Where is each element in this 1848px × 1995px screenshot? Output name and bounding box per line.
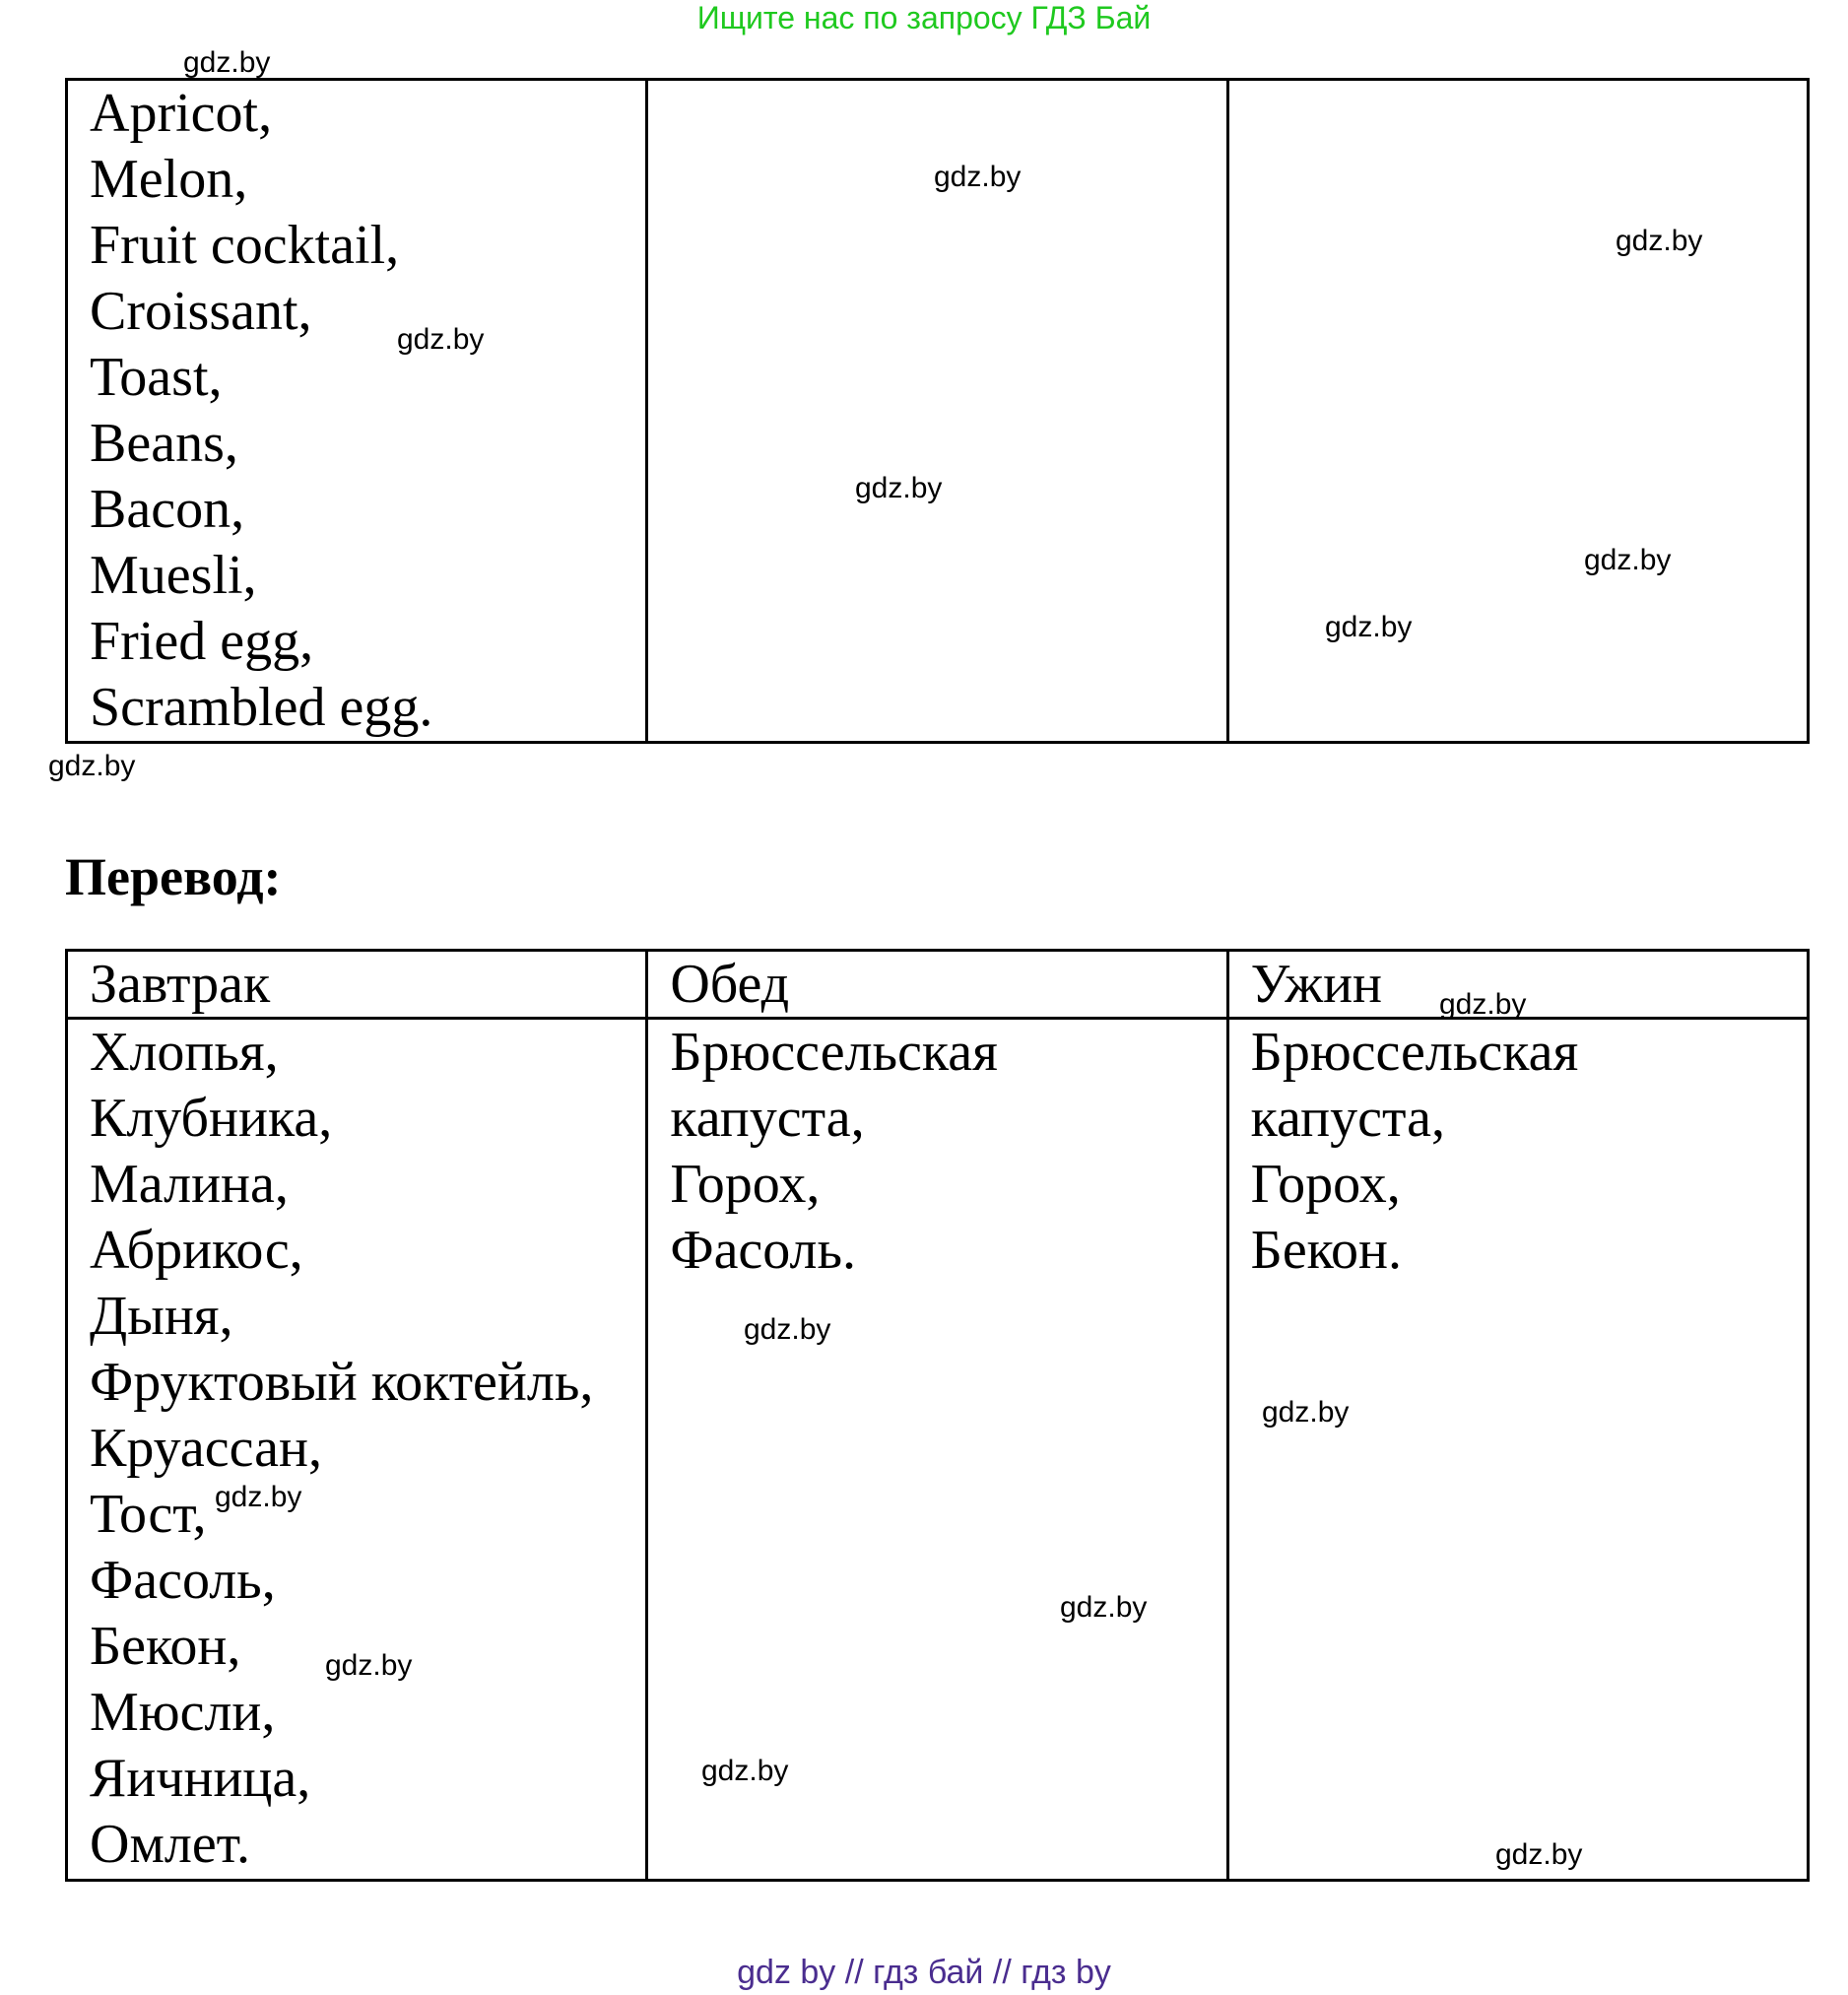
watermark: gdz.by bbox=[744, 1313, 831, 1346]
list-item: Круассан, bbox=[90, 1418, 322, 1479]
column-header-dinner: Ужин bbox=[1227, 951, 1808, 1019]
watermark: gdz.by bbox=[934, 161, 1022, 193]
list-item: Мюсли, bbox=[90, 1682, 276, 1743]
list-item: Малина, bbox=[90, 1154, 289, 1215]
list-item: Beans, bbox=[90, 413, 238, 474]
list-item: Toast, bbox=[90, 347, 223, 408]
list-item: Фасоль. bbox=[670, 1220, 857, 1281]
watermark: gdz.by bbox=[397, 323, 485, 356]
watermark: gdz.by bbox=[701, 1755, 789, 1787]
table-header-row bbox=[67, 951, 1809, 1019]
list-item: Фруктовый коктейль, bbox=[90, 1352, 594, 1413]
watermark: gdz.by bbox=[325, 1649, 413, 1682]
list-item: Брюссельская bbox=[670, 1022, 998, 1083]
list-item: Хлопья, bbox=[90, 1022, 279, 1083]
watermark: gdz.by bbox=[1325, 611, 1413, 643]
list-item: Melon, bbox=[90, 149, 248, 210]
list-item: Горох, bbox=[670, 1154, 821, 1215]
column-header-breakfast: Завтрак bbox=[67, 951, 647, 1019]
breakfast-cell bbox=[67, 1019, 647, 1881]
watermark: gdz.by bbox=[855, 472, 943, 504]
lunch-cell bbox=[647, 1019, 1227, 1881]
list-item: Яичница, bbox=[90, 1748, 311, 1809]
list-item: Fried egg, bbox=[90, 611, 314, 672]
table-cell-col-3 bbox=[1227, 80, 1808, 743]
list-item: Клубника, bbox=[90, 1088, 333, 1149]
list-item: Fruit cocktail, bbox=[90, 215, 400, 276]
list-item: капуста, bbox=[1250, 1088, 1445, 1149]
list-item: Muesli, bbox=[90, 545, 257, 606]
translation-heading: Перевод: bbox=[65, 847, 282, 906]
list-item: капуста, bbox=[670, 1088, 865, 1149]
watermark: gdz.by bbox=[215, 1481, 302, 1513]
list-item: Дыня, bbox=[90, 1286, 233, 1347]
list-item: Абрикос, bbox=[90, 1220, 303, 1281]
watermark: gdz.by bbox=[1616, 225, 1703, 257]
list-item: Bacon, bbox=[90, 479, 245, 540]
translation-table bbox=[65, 949, 1810, 1882]
watermark: gdz.by bbox=[1060, 1591, 1148, 1624]
dinner-cell bbox=[1227, 1019, 1808, 1881]
footer-links[interactable]: gdz by // гдз бай // гдз by bbox=[737, 1954, 1111, 1991]
list-item: Croissant, bbox=[90, 281, 312, 342]
list-item: Омлет. bbox=[90, 1814, 250, 1875]
table-cell-col-1 bbox=[67, 80, 647, 743]
list-item: Apricot, bbox=[90, 83, 273, 144]
table-row bbox=[67, 1019, 1809, 1881]
watermark: gdz.by bbox=[183, 46, 271, 79]
list-item: Тост, bbox=[90, 1484, 207, 1545]
watermark: gdz.by bbox=[1262, 1396, 1350, 1429]
list-item: Scrambled egg. bbox=[90, 677, 433, 738]
list-item: Бекон, bbox=[90, 1616, 241, 1677]
watermark: gdz.by bbox=[1495, 1838, 1583, 1871]
watermark: gdz.by bbox=[1439, 988, 1527, 1021]
watermark: gdz.by bbox=[48, 750, 136, 782]
list-item: Бекон. bbox=[1250, 1220, 1402, 1281]
list-item: Горох, bbox=[1250, 1154, 1401, 1215]
search-hint-link[interactable]: Ищите нас по запросу ГДЗ Бай bbox=[696, 0, 1152, 35]
list-item: Фасоль, bbox=[90, 1550, 276, 1611]
column-header-lunch: Обед bbox=[647, 951, 1227, 1019]
list-item: Брюссельская bbox=[1250, 1022, 1579, 1083]
watermark: gdz.by bbox=[1584, 544, 1672, 576]
